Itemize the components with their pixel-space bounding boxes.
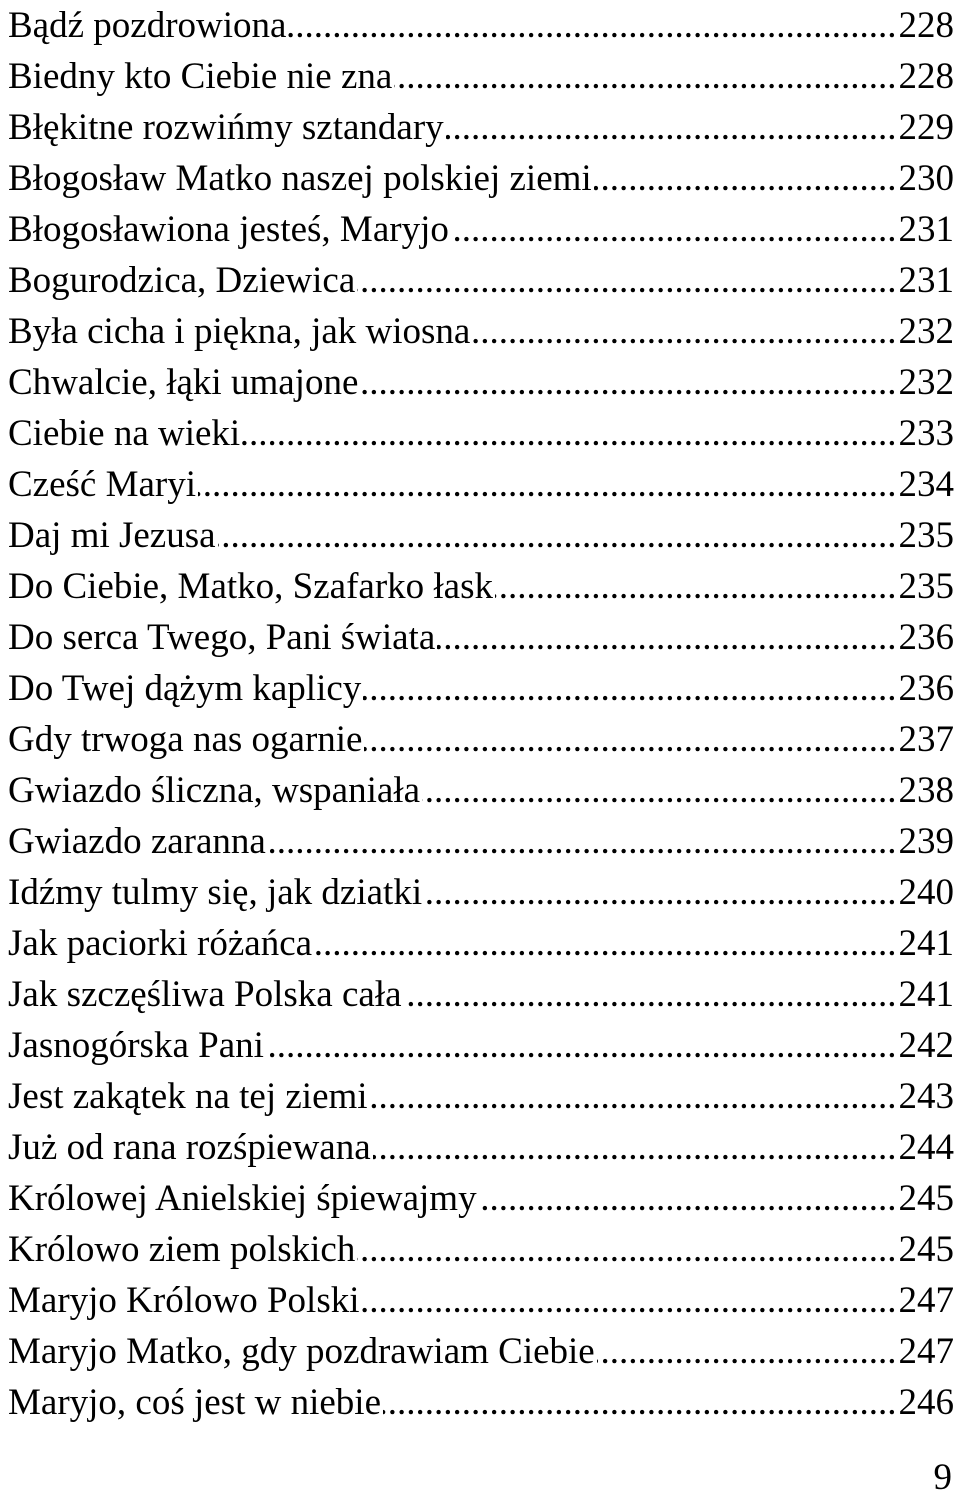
toc-entry (8, 51, 954, 102)
toc-entry-title: Gwiazdo śliczna, wspaniała (8, 770, 420, 811)
toc-entry-title: Jasnogórska Pani (8, 1025, 264, 1066)
toc-entry-page: 228 (898, 56, 954, 97)
toc-entry-leader-dots (360, 357, 896, 408)
toc-entry (8, 1071, 954, 1122)
toc-entry-leader-dots (437, 612, 896, 663)
toc-entry-title: Daj mi Jezusa (8, 515, 216, 556)
toc-entry-title: Jak szczęśliwa Polska cała (8, 974, 402, 1015)
toc-entry-page: 245 (898, 1229, 954, 1270)
toc-entry-title: Jak paciorki różańca (8, 923, 313, 964)
toc-entry-title: Maryjo, coś jest w niebie (8, 1382, 381, 1423)
toc-entry-page: 235 (898, 566, 954, 607)
toc-entry-leader-dots (394, 51, 896, 102)
toc-entry (8, 153, 954, 204)
toc-entry (8, 561, 954, 612)
toc-entry-leader-dots (357, 1224, 896, 1275)
toc-entry (8, 1377, 954, 1428)
toc-entry-leader-dots (479, 1173, 897, 1224)
toc-entry-title: Cześć Maryi (8, 464, 197, 505)
toc-entry-leader-dots (218, 510, 897, 561)
table-of-contents (8, 0, 954, 1428)
toc-entry-page: 243 (898, 1076, 954, 1117)
toc-entry (8, 816, 954, 867)
toc-entry-leader-dots (597, 1326, 897, 1377)
page-number: 9 (933, 1457, 952, 1498)
toc-entry-title: Maryjo Matko, gdy pozdrawiam Ciebie (8, 1331, 595, 1372)
toc-entry (8, 408, 954, 459)
toc-entry (8, 357, 954, 408)
toc-entry-leader-dots (373, 1122, 897, 1173)
toc-entry-title: Była cicha i piękna, jak wiosna (8, 311, 471, 352)
toc-entry-leader-dots (370, 1071, 897, 1122)
toc-entry-page: 228 (898, 5, 954, 46)
toc-entry-page: 235 (898, 515, 954, 556)
toc-entry-title: Królowo ziem polskich (8, 1229, 356, 1270)
toc-entry-leader-dots (314, 918, 896, 969)
toc-entry (8, 255, 954, 306)
toc-entry-title: Do Ciebie, Matko, Szafarko łask (8, 566, 493, 607)
toc-entry-page: 236 (898, 668, 954, 709)
toc-entry (8, 1173, 954, 1224)
toc-entry (8, 1326, 954, 1377)
toc-entry (8, 510, 954, 561)
toc-entry-leader-dots (242, 408, 896, 459)
toc-entry-page: 247 (898, 1280, 954, 1321)
toc-entry-leader-dots (422, 765, 897, 816)
toc-entry-title: Maryjo Królowo Polski (8, 1280, 360, 1321)
toc-entry-page: 244 (898, 1127, 954, 1168)
toc-entry-leader-dots (424, 867, 896, 918)
toc-entry-title: Bogurodzica, Dziewica (8, 260, 356, 301)
toc-entry-page: 247 (898, 1331, 954, 1372)
toc-entry-leader-dots (357, 255, 896, 306)
toc-entry-page: 232 (898, 362, 954, 403)
toc-entry (8, 0, 954, 51)
toc-entry-title: Ciebie na wieki (8, 413, 241, 454)
toc-entry (8, 1224, 954, 1275)
toc-entry-leader-dots (495, 561, 897, 612)
toc-entry-page: 239 (898, 821, 954, 862)
toc-entry-page: 229 (898, 107, 954, 148)
toc-entry-page: 234 (898, 464, 954, 505)
toc-entry-leader-dots (198, 459, 896, 510)
toc-entry (8, 306, 954, 357)
toc-entry-title: Idźmy tulmy się, jak dziatki (8, 872, 423, 913)
toc-entry-title: Już od rana rozśpiewana (8, 1127, 371, 1168)
toc-entry-title: Do Twej dążym kaplicy (8, 668, 362, 709)
toc-entry-title: Bądź pozdrowiona (8, 5, 287, 46)
toc-entry-title: Gdy trwoga nas ogarnie (8, 719, 363, 760)
toc-entry (8, 714, 954, 765)
toc-entry-leader-dots (404, 969, 897, 1020)
toc-entry-title: Jest zakątek na tej ziemi (8, 1076, 368, 1117)
toc-entry (8, 663, 954, 714)
toc-entry-page: 232 (898, 311, 954, 352)
toc-entry-page: 246 (898, 1382, 954, 1423)
toc-entry-leader-dots (383, 1377, 897, 1428)
toc-entry-leader-dots (594, 153, 897, 204)
toc-entry-leader-dots (364, 714, 896, 765)
toc-entry-title: Do serca Twego, Pani świata (8, 617, 436, 658)
toc-entry-page: 233 (898, 413, 954, 454)
toc-entry (8, 612, 954, 663)
toc-entry-page: 245 (898, 1178, 954, 1219)
toc-entry-leader-dots (451, 204, 897, 255)
toc-entry-leader-dots (268, 816, 897, 867)
toc-entry-leader-dots (288, 0, 896, 51)
toc-entry-leader-dots (472, 306, 896, 357)
toc-entry (8, 204, 954, 255)
toc-entry (8, 1020, 954, 1071)
toc-entry-page: 241 (898, 923, 954, 964)
toc-entry-title: Gwiazdo zaranna (8, 821, 266, 862)
toc-entry-leader-dots (362, 1275, 897, 1326)
toc-entry-leader-dots (266, 1020, 897, 1071)
toc-entry-page: 236 (898, 617, 954, 658)
toc-entry (8, 1275, 954, 1326)
toc-entry (8, 969, 954, 1020)
toc-entry (8, 918, 954, 969)
toc-entry-page: 231 (898, 209, 954, 250)
toc-entry-page: 241 (898, 974, 954, 1015)
toc-entry-page: 230 (898, 158, 954, 199)
toc-entry (8, 1122, 954, 1173)
toc-entry-title: Biedny kto Ciebie nie zna (8, 56, 393, 97)
toc-entry (8, 459, 954, 510)
toc-entry-title: Błogosław Matko naszej polskiej ziemi (8, 158, 592, 199)
toc-entry-page: 231 (898, 260, 954, 301)
toc-entry-title: Chwalcie, łąki umajone (8, 362, 359, 403)
toc-entry-leader-dots (446, 102, 897, 153)
toc-entry-title: Błogosławiona jesteś, Maryjo (8, 209, 449, 250)
toc-entry-title: Królowej Anielskiej śpiewajmy (8, 1178, 477, 1219)
toc-entry-page: 242 (898, 1025, 954, 1066)
toc-entry (8, 102, 954, 153)
toc-entry (8, 765, 954, 816)
toc-entry (8, 867, 954, 918)
toc-entry-title: Błękitne rozwińmy sztandary (8, 107, 444, 148)
toc-entry-leader-dots (363, 663, 896, 714)
toc-entry-page: 237 (898, 719, 954, 760)
toc-entry-page: 240 (898, 872, 954, 913)
toc-entry-page: 238 (898, 770, 954, 811)
